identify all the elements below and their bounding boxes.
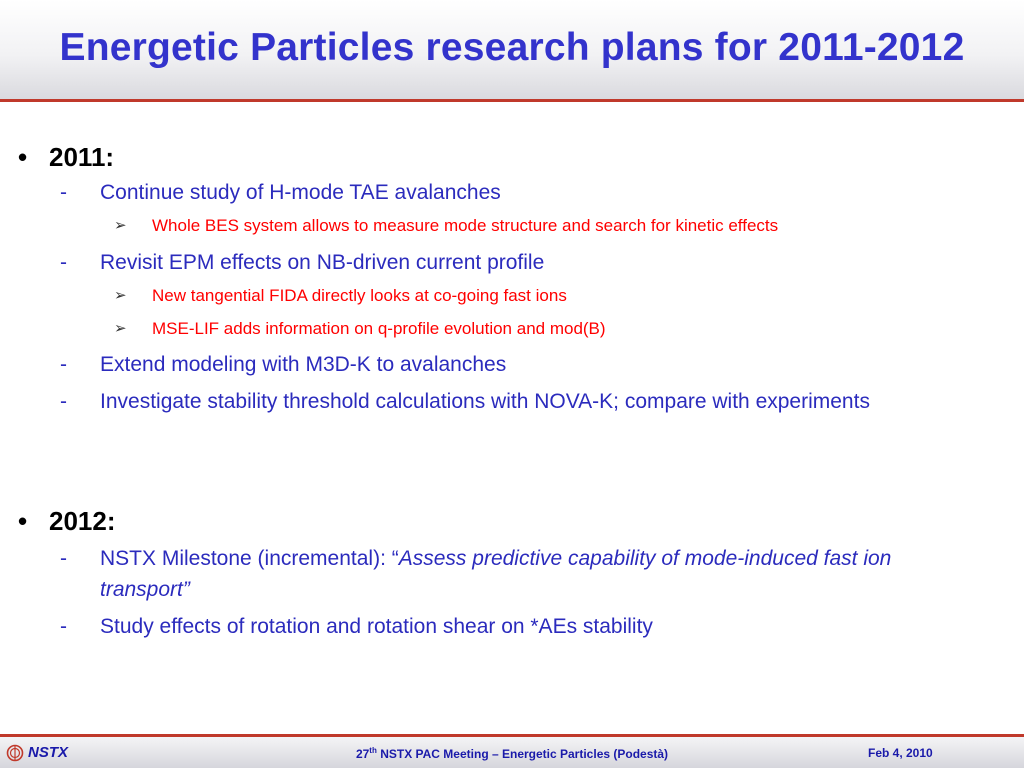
list-item-text: Continue study of H-mode TAE avalanches	[100, 181, 501, 204]
list-item-text	[100, 543, 980, 605]
bullet-icon: •	[18, 506, 28, 536]
sub-list-item-text: New tangential FIDA directly looks at co-going fast ions	[152, 286, 567, 305]
milestone-prefix: NSTX Milestone (incremental): “	[100, 547, 399, 570]
dash-bullet: -	[60, 353, 67, 376]
dash-bullet: -	[60, 251, 67, 274]
section-heading: 2012:	[49, 506, 116, 536]
footer-date: Feb 4, 2010	[868, 746, 933, 760]
dash-bullet: -	[60, 615, 67, 638]
sub-list-item-text: Whole BES system allows to measure mode structure and search for kinetic effects	[152, 216, 779, 235]
list-item-text: Study effects of rotation and rotation shear on *AEs stability	[100, 615, 653, 638]
arrow-bullet-icon: ➢	[114, 217, 127, 234]
bullet-icon: •	[18, 142, 28, 172]
list-item-text: Investigate stability threshold calculations with NOVA-K; compare with experiments	[100, 390, 870, 413]
meeting-number: 27	[355, 747, 370, 761]
arrow-bullet-icon: ➢	[114, 320, 127, 337]
list-item-text: Extend modeling with M3D-K to avalanches	[100, 353, 507, 376]
dash-bullet: -	[60, 181, 67, 204]
meeting-suffix: th	[369, 746, 377, 755]
dash-bullet: -	[60, 390, 67, 413]
list-item-text: Revisit EPM effects on NB-driven current profile	[100, 251, 545, 274]
slide-title: Energetic Particles research plans for 2011-2012	[59, 26, 965, 69]
milestone-quote: Assess predictive capability of mode-induced fast ion transport”	[100, 547, 892, 601]
arrow-bullet-icon: ➢	[114, 287, 127, 304]
section-heading: 2011:	[49, 142, 115, 172]
meeting-title: NSTX PAC Meeting – Energetic Particles (Podestà)	[376, 747, 669, 761]
footer-logo-text: NSTX	[28, 744, 69, 761]
sub-list-item-text: MSE-LIF adds information on q-profile evolution and mod(B)	[152, 319, 606, 338]
dash-bullet: -	[60, 547, 67, 570]
title-divider	[0, 99, 1024, 102]
